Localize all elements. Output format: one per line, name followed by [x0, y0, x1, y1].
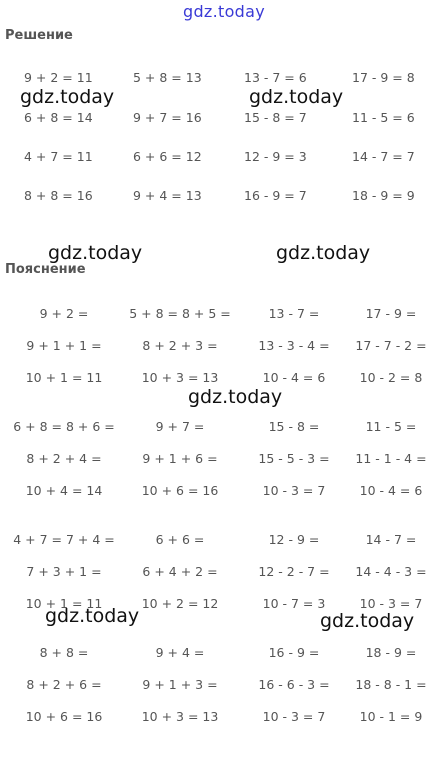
explanation-step: 13 - 7 =: [268, 306, 320, 321]
explanation-step: 9 + 1 + 1 =: [26, 338, 102, 353]
explanation-step: 9 + 7 =: [155, 419, 205, 434]
explanation-step: 17 - 7 - 2 =: [355, 338, 427, 353]
explanation-step: 10 + 6 = 16: [141, 483, 219, 498]
solution-equation: 4 + 7 = 11: [24, 149, 93, 164]
solution-equation: 12 - 9 = 3: [244, 149, 307, 164]
watermark: gdz.today: [45, 605, 140, 627]
explanation-step: 9 + 2 =: [39, 306, 89, 321]
explanation-step: 7 + 3 + 1 =: [26, 564, 102, 579]
explanation-step: 14 - 4 - 3 =: [355, 564, 427, 579]
watermark: gdz.today: [20, 86, 115, 108]
solution-equation: 18 - 9 = 9: [352, 188, 415, 203]
explanation-step: 6 + 4 + 2 =: [142, 564, 218, 579]
watermark: gdz.today: [320, 610, 415, 632]
explanation-step: 6 + 6 =: [155, 532, 205, 547]
explanation-step: 10 + 4 = 14: [25, 483, 103, 498]
explanation-step: 4 + 7 = 7 + 4 =: [13, 532, 115, 547]
solution-equation: 9 + 4 = 13: [133, 188, 202, 203]
explanation-step: 5 + 8 = 8 + 5 =: [129, 306, 231, 321]
solution-equation: 6 + 8 = 14: [24, 110, 93, 125]
explanation-step: 10 + 2 = 12: [141, 596, 219, 611]
site-logo: gdz.today: [183, 2, 265, 21]
explanation-heading: Пояснение: [5, 262, 86, 277]
solution-equation: 9 + 2 = 11: [24, 70, 93, 85]
explanation-step: 10 - 4 = 6: [262, 370, 326, 385]
solution-equation: 5 + 8 = 13: [133, 70, 202, 85]
solution-equation: 13 - 7 = 6: [244, 70, 307, 85]
explanation-step: 10 + 3 = 13: [141, 709, 219, 724]
explanation-step: 8 + 2 + 6 =: [26, 677, 102, 692]
watermark: gdz.today: [249, 86, 344, 108]
solution-equation: 11 - 5 = 6: [352, 110, 415, 125]
explanation-step: 14 - 7 =: [365, 532, 417, 547]
explanation-step: 10 + 6 = 16: [25, 709, 103, 724]
watermark: gdz.today: [48, 242, 143, 264]
explanation-step: 12 - 2 - 7 =: [258, 564, 330, 579]
solution-equation: 8 + 8 = 16: [24, 188, 93, 203]
solution-equation: 16 - 9 = 7: [244, 188, 307, 203]
explanation-step: 10 + 1 = 11: [25, 596, 103, 611]
explanation-step: 12 - 9 =: [268, 532, 320, 547]
explanation-step: 16 - 9 =: [268, 645, 320, 660]
explanation-step: 9 + 4 =: [155, 645, 205, 660]
explanation-step: 8 + 2 + 3 =: [142, 338, 218, 353]
solution-equation: 6 + 6 = 12: [133, 149, 202, 164]
explanation-step: 18 - 8 - 1 =: [355, 677, 427, 692]
watermark: gdz.today: [188, 386, 283, 408]
explanation-step: 9 + 1 + 3 =: [142, 677, 218, 692]
explanation-step: 8 + 2 + 4 =: [26, 451, 102, 466]
explanation-step: 10 + 1 = 11: [25, 370, 103, 385]
explanation-step: 10 - 1 = 9: [359, 709, 423, 724]
explanation-step: 8 + 8 =: [39, 645, 89, 660]
explanation-step: 17 - 9 =: [365, 306, 417, 321]
explanation-step: 9 + 1 + 6 =: [142, 451, 218, 466]
explanation-step: 10 - 3 = 7: [359, 596, 423, 611]
explanation-step: 10 - 3 = 7: [262, 483, 326, 498]
solution-equation: 9 + 7 = 16: [133, 110, 202, 125]
explanation-step: 10 - 4 = 6: [359, 483, 423, 498]
solution-equation: 15 - 8 = 7: [244, 110, 307, 125]
explanation-step: 10 - 3 = 7: [262, 709, 326, 724]
explanation-step: 16 - 6 - 3 =: [258, 677, 330, 692]
explanation-step: 15 - 5 - 3 =: [258, 451, 330, 466]
solution-equation: 17 - 9 = 8: [352, 70, 415, 85]
explanation-step: 10 - 7 = 3: [262, 596, 326, 611]
explanation-step: 10 + 3 = 13: [141, 370, 219, 385]
explanation-step: 6 + 8 = 8 + 6 =: [13, 419, 115, 434]
explanation-step: 15 - 8 =: [268, 419, 320, 434]
explanation-step: 18 - 9 =: [365, 645, 417, 660]
explanation-step: 13 - 3 - 4 =: [258, 338, 330, 353]
solution-equation: 14 - 7 = 7: [352, 149, 415, 164]
watermark: gdz.today: [276, 242, 371, 264]
explanation-step: 10 - 2 = 8: [359, 370, 423, 385]
explanation-step: 11 - 1 - 4 =: [355, 451, 427, 466]
solution-heading: Решение: [5, 28, 73, 43]
explanation-step: 11 - 5 =: [365, 419, 417, 434]
